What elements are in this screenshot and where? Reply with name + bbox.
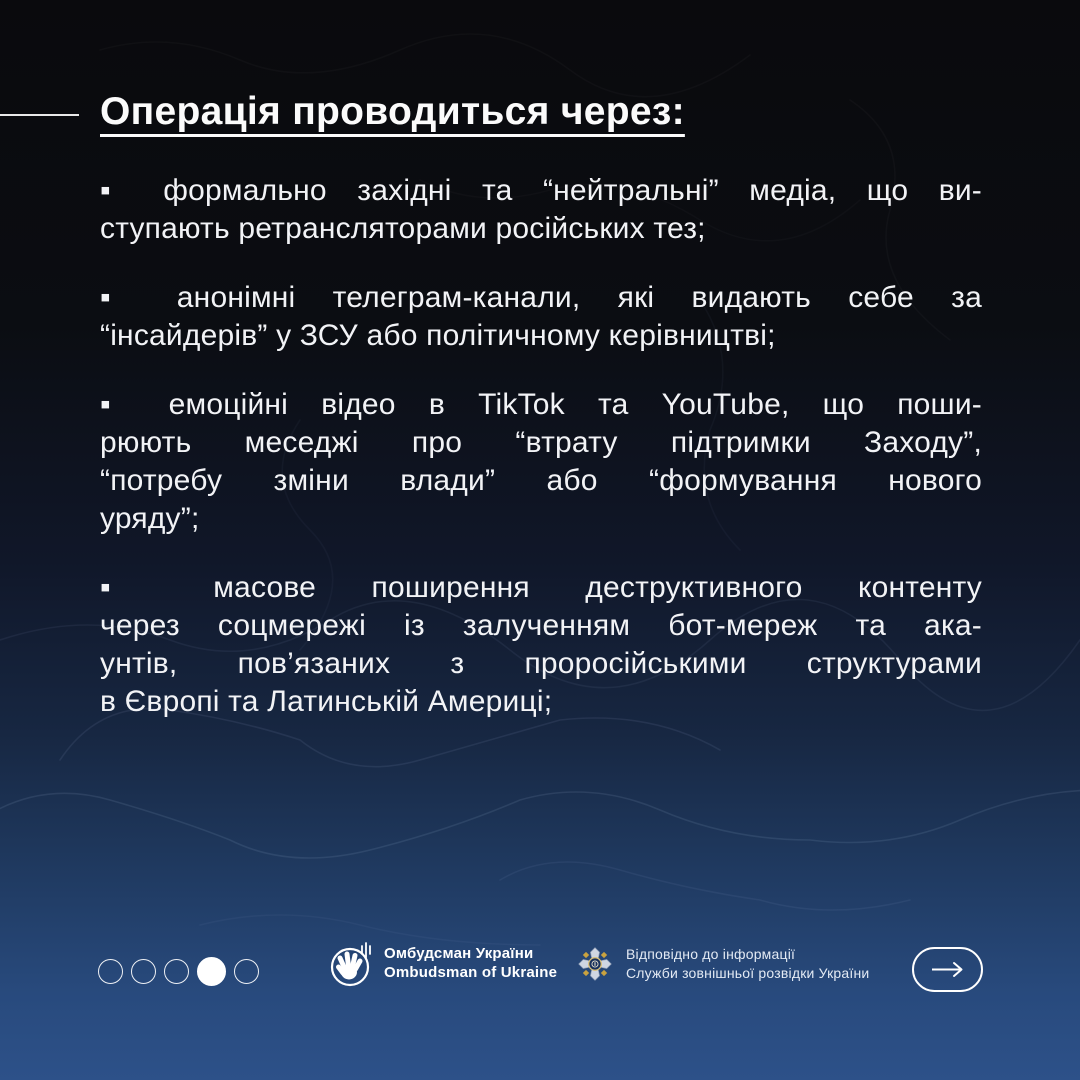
bullet-text: “інсайдерів” у ЗСУ або політичному керівництві; [100, 319, 776, 352]
bullet-text: формально західні та “нейтральні” медіа, що ви- [163, 174, 982, 207]
ombudsman-hand-logo-icon [329, 938, 375, 988]
page-title: Операція проводиться через: [100, 90, 685, 133]
bullet-text: унтів, пов’язаних з проросійськими структурами [100, 647, 982, 680]
source-line-1: Відповідно до інформації [626, 946, 796, 962]
bullet-text: анонімні телеграм-канали, які видають себе за [176, 281, 982, 314]
pagination-dot-active[interactable] [197, 957, 226, 986]
bullet-text: ступають ретрансляторами російських тез; [100, 212, 706, 245]
bullet-text: емоційні відео в TikTok та YouTube, що поши- [168, 388, 982, 421]
bullet-item-4 [100, 569, 982, 721]
bullet-text: уряду”; [100, 502, 200, 535]
pagination-dots [98, 956, 259, 986]
ombudsman-name-ua: Омбудсман України [384, 945, 534, 962]
ombudsman-logo-group [329, 938, 557, 988]
bullet-line [100, 172, 982, 210]
bullet-line [100, 279, 982, 317]
ombudsman-name-en: Ombudsman of Ukraine [384, 964, 558, 981]
bullet-square-icon: ▪ [100, 388, 136, 421]
bullet-text: в Європі та Латинській Америці; [100, 685, 553, 718]
bullet-item-2 [100, 279, 982, 355]
bullet-item-1 [100, 172, 982, 248]
pagination-dot[interactable] [234, 959, 259, 984]
bullet-list [100, 172, 982, 721]
pagination-dot[interactable] [164, 959, 189, 984]
bullet-square-icon: ▪ [100, 174, 133, 207]
bullet-line [100, 569, 982, 607]
bullet-text: рюють меседжі про “втрату підтримки Заходу”, [100, 426, 982, 459]
title-left-dash [0, 114, 79, 116]
next-arrow-button[interactable] [912, 947, 983, 992]
source-line-2: Служби зовнішньої розвідки України [626, 965, 870, 981]
pagination-dot[interactable] [98, 959, 123, 984]
bullet-text: через соцмережі із залученням бот-мереж та ака- [100, 609, 982, 642]
bullet-text: “потребу зміни влади” або “формування нового [100, 464, 982, 497]
main-content [100, 0, 982, 752]
bullet-square-icon: ▪ [100, 571, 158, 604]
bullet-square-icon: ▪ [100, 281, 140, 314]
bullet-text: масове поширення деструктивного контенту [213, 571, 982, 604]
pagination-dot[interactable] [131, 959, 156, 984]
szr-emblem-icon [577, 946, 613, 982]
bullet-line [100, 386, 982, 424]
arrow-right-icon [931, 961, 965, 978]
bullet-item-3 [100, 386, 982, 538]
intelligence-source-group [577, 945, 869, 983]
